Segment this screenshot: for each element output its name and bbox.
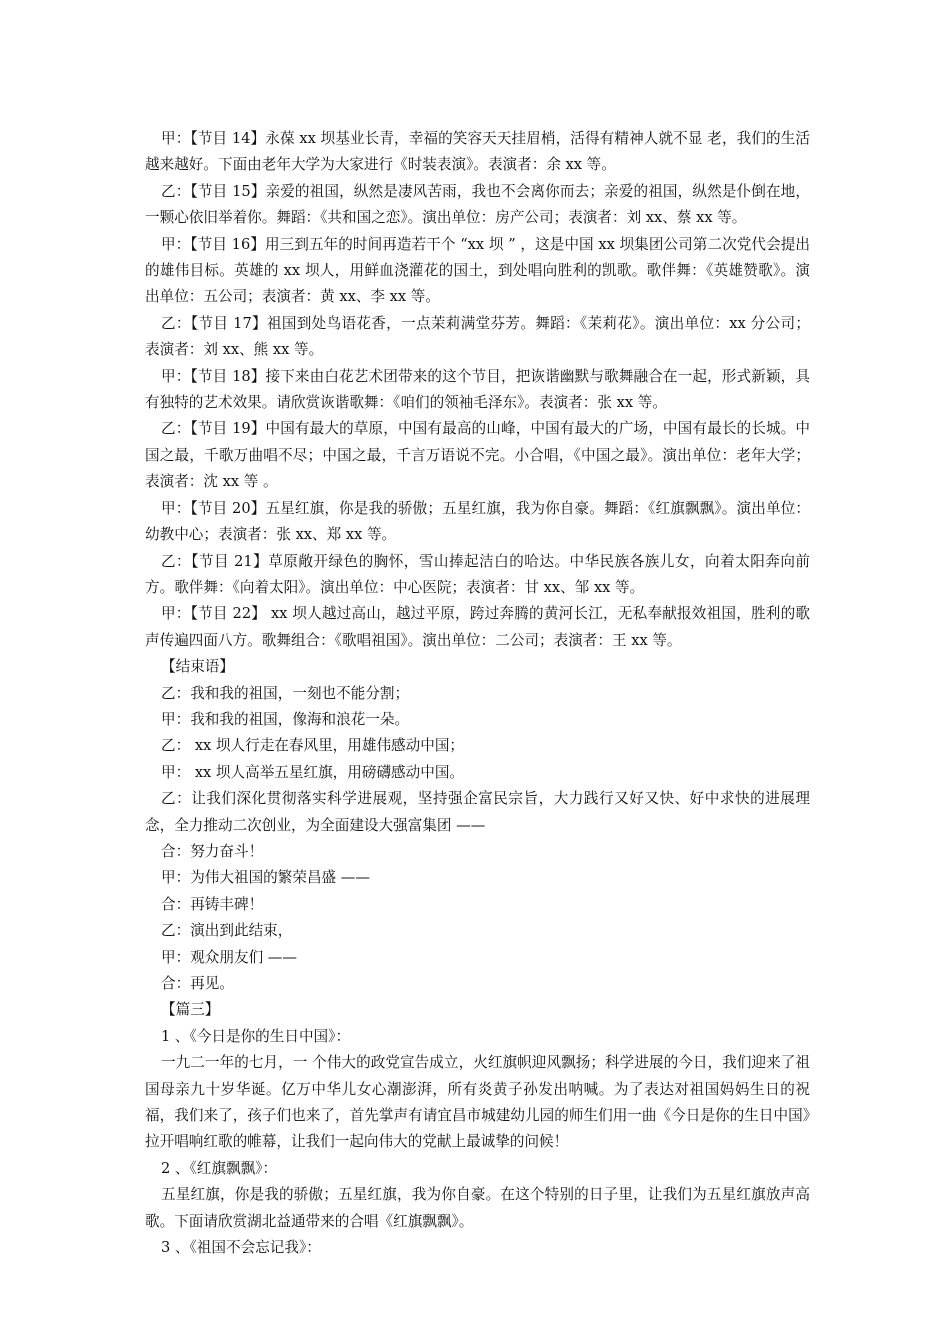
program-16-paragraph: 甲：【节目 16】用三到五年的时间再造若干个 “xx 坝 ” ，这是中国 xx 坝集团公司第二次党代会提出的雄伟目标。英雄的 xx 坝人，用鲜血浇灌花的国土，到处唱向胜利的凯歌。歌伴舞：《英雄赞歌》。演出单位：五公司；表演者：黄 xx、李 xx 等。: [145, 235, 810, 306]
program-22-paragraph: 甲：【节目 22】 xx 坝人越过高山，越过平原，跨过奔腾的黄河长江，无私奉献报效祖国，胜利的歌声传遍四面八方。歌舞组合：《歌唱祖国》。演出单位：二公司；表演者：王 xx 等。: [145, 605, 810, 649]
item-1-body: 一九二一年的七月，一 个伟大的政党宣告成立，火红旗帜迎风飘扬；科学进展的今日，我们迎来了祖国母亲九十岁华诞。亿万中华儿女心潮澎湃，所有炎黄子孙发出呐喊。为了表达对祖国妈妈生日的祝福，我们来了，孩子们也来了，首先掌声有请宜昌市城建幼儿园的师生们用一曲《今日是你的生日中国》拉开唱响红歌的帷幕，让我们一起向伟大的党献上最诚挚的问候！: [145, 1054, 810, 1151]
closing-line: 甲：为伟大祖国的繁荣昌盛 ——: [161, 869, 370, 887]
item-3-title: 3 、《祖国不会忘记我》：: [161, 1239, 321, 1257]
closing-line: 乙：演出到此结束，: [161, 922, 293, 940]
closing-line: 甲：我和我的祖国，像海和浪花一朵。: [161, 710, 410, 728]
program-21-paragraph: 乙：【节目 21】草原敞开绿色的胸怀，雪山捧起洁白的哈达。中华民族各族儿女，向着太阳奔向前方。歌伴舞：《向着太阳》。演出单位：中心医院；表演者：甘 xx、邹 xx 等。: [145, 552, 810, 596]
section-three-heading: 【篇三】: [161, 1001, 220, 1019]
program-20-paragraph: 甲：【节目 20】五星红旗，你是我的骄傲；五星红旗，我为你自豪。舞蹈：《红旗飘飘》。演出单位：幼教中心；表演者：张 xx、郑 xx 等。: [145, 499, 810, 544]
closing-line: 合：再见。: [161, 975, 234, 992]
closing-line: 乙： xx 坝人行走在春风里，用雄伟感动中国；: [161, 737, 465, 755]
program-17-paragraph: 乙：【节目 17】祖国到处鸟语花香，一点茉莉满堂芬芳。舞蹈：《茉莉花》。演出单位：xx 分公司；表演者：刘 xx、熊 xx 等。: [145, 314, 810, 359]
program-18-paragraph: 甲：【节目 18】接下来由白花艺术团带来的这个节目，把诙谐幽默与歌舞融合在一起，形式新颖，具有独特的艺术效果。请欣赏诙谐歌舞：《咱们的领袖毛泽东》。表演者：张 xx 等。: [145, 367, 810, 412]
item-2-body: 五星红旗，你是我的骄傲；五星红旗，我为你自豪。在这个特别的日子里，让我们为五星红旗放声高歌。下面请欣赏湖北益通带来的合唱《红旗飘飘》。: [145, 1186, 810, 1230]
program-14-paragraph: 甲：【节目 14】永葆 xx 坝基业长青，幸福的笑容天天挂眉梢，活得有精神人就不显 老，我们的生活越来越好。下面由老年大学为大家进行《时装表演》。表演者：余 xx 等。: [145, 130, 810, 174]
closing-line: 合：再铸丰碑！: [161, 895, 264, 913]
closing-line: 乙：让我们深化贯彻落实科学进展观，坚持强企富民宗旨，大力践行又好又快、好中求快的进展理念，全力推动二次创业，为全面建设大强富集团 ——: [145, 790, 810, 834]
closing-heading: 【结束语】: [161, 658, 234, 676]
item-1-title: 1 、《今日是你的生日中国》：: [161, 1027, 351, 1045]
document-page: [145, 126, 810, 1261]
closing-line: 甲：观众朋友们 ——: [161, 948, 297, 966]
item-2-title: 2 、《红旗飘飘》：: [161, 1159, 278, 1177]
closing-line: 乙：我和我的祖国，一刻也不能分割；: [161, 684, 410, 702]
closing-line: 甲： xx 坝人高举五星红旗，用磅礴感动中国。: [161, 763, 465, 781]
program-15-paragraph: 乙：【节目 15】亲爱的祖国，纵然是凄风苦雨，我也不会离你而去；亲爱的祖国，纵然是仆倒在地，一颗心依旧举着你。舞蹈：《共和国之恋》。演出单位：房产公司；表演者：刘 xx、蔡 xx 等。: [145, 182, 810, 227]
closing-line: 合：努力奋斗！: [161, 842, 264, 860]
program-19-paragraph: 乙：【节目 19】中国有最大的草原，中国有最高的山峰，中国有最大的广场，中国有最长的长城。中国之最，千歌万曲唱不尽；中国之最，千言万语说不完。小合唱，《中国之最》。演出单位：老年大学；表演者：沈 xx 等 。: [145, 420, 810, 491]
